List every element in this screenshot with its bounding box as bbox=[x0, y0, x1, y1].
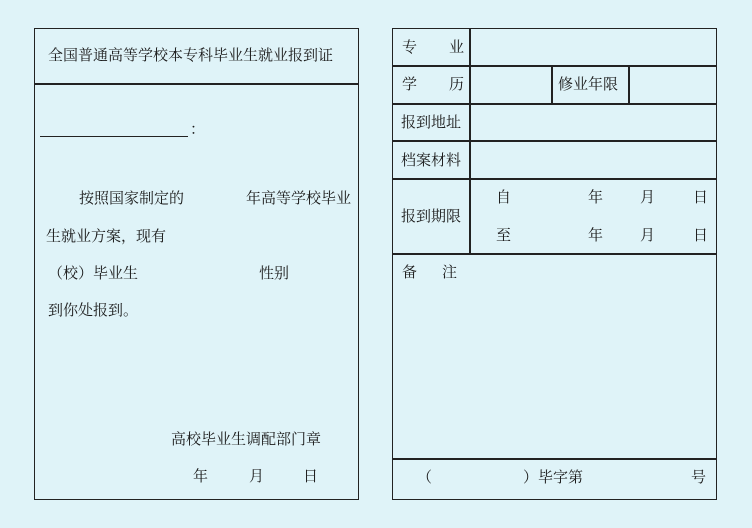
duration-left-divider bbox=[551, 65, 553, 103]
para-line4: 到你处报到。 bbox=[48, 301, 139, 319]
study-duration-field[interactable] bbox=[630, 67, 715, 103]
major-field[interactable] bbox=[471, 29, 715, 65]
education-label-b: 历 bbox=[449, 75, 465, 93]
remarks-label-a: 备 bbox=[402, 263, 418, 281]
certificate-number-open: （ bbox=[417, 468, 433, 486]
issue-date-month: 月 bbox=[249, 467, 265, 485]
row-divider-footer bbox=[392, 458, 717, 460]
period-to-month: 月 bbox=[640, 226, 656, 244]
period-to-label: 至 bbox=[496, 226, 512, 244]
issuer-seal-label: 高校毕业生调配部门章 bbox=[171, 430, 322, 448]
issue-date-day: 日 bbox=[303, 467, 319, 485]
left-title-divider bbox=[34, 83, 359, 85]
para-line1-a: 按照国家制定的 bbox=[79, 189, 185, 207]
education-label-a: 学 bbox=[402, 75, 418, 93]
archive-materials-label: 档案材料 bbox=[401, 151, 462, 169]
certificate-number-mid: ）毕字第 bbox=[523, 468, 584, 486]
period-from-label: 自 bbox=[496, 188, 512, 206]
period-from-day: 日 bbox=[693, 188, 709, 206]
report-period-label: 报到期限 bbox=[401, 207, 462, 225]
period-to-year: 年 bbox=[588, 226, 604, 244]
para-line3-a: （校）毕业生 bbox=[48, 264, 139, 282]
form-title: 全国普通高等学校本专科毕业生就业报到证 bbox=[48, 46, 334, 64]
para-line3-b: 性别 bbox=[259, 264, 290, 282]
period-from-month: 月 bbox=[640, 188, 656, 206]
issue-date-year: 年 bbox=[193, 467, 209, 485]
major-label-b: 业 bbox=[449, 38, 465, 56]
para-line2: 生就业方案，现有 bbox=[46, 227, 167, 245]
period-from-year: 年 bbox=[588, 188, 604, 206]
period-to-day: 日 bbox=[693, 226, 709, 244]
archive-materials-field[interactable] bbox=[471, 142, 715, 178]
study-duration-label: 修业年限 bbox=[558, 75, 619, 93]
report-address-field[interactable] bbox=[471, 105, 715, 140]
certificate-number-suffix: 号 bbox=[691, 468, 707, 486]
report-address-label: 报到地址 bbox=[401, 113, 462, 131]
remarks-field[interactable] bbox=[394, 285, 715, 455]
recipient-underline bbox=[40, 136, 188, 137]
major-label-a: 专 bbox=[402, 38, 418, 56]
remarks-label-b: 注 bbox=[442, 263, 458, 281]
row-divider-5 bbox=[392, 253, 717, 255]
education-field[interactable] bbox=[471, 67, 550, 103]
para-line1-b: 年高等学校毕业 bbox=[246, 189, 352, 207]
row-divider-4 bbox=[392, 178, 717, 180]
recipient-colon: ： bbox=[190, 120, 206, 138]
